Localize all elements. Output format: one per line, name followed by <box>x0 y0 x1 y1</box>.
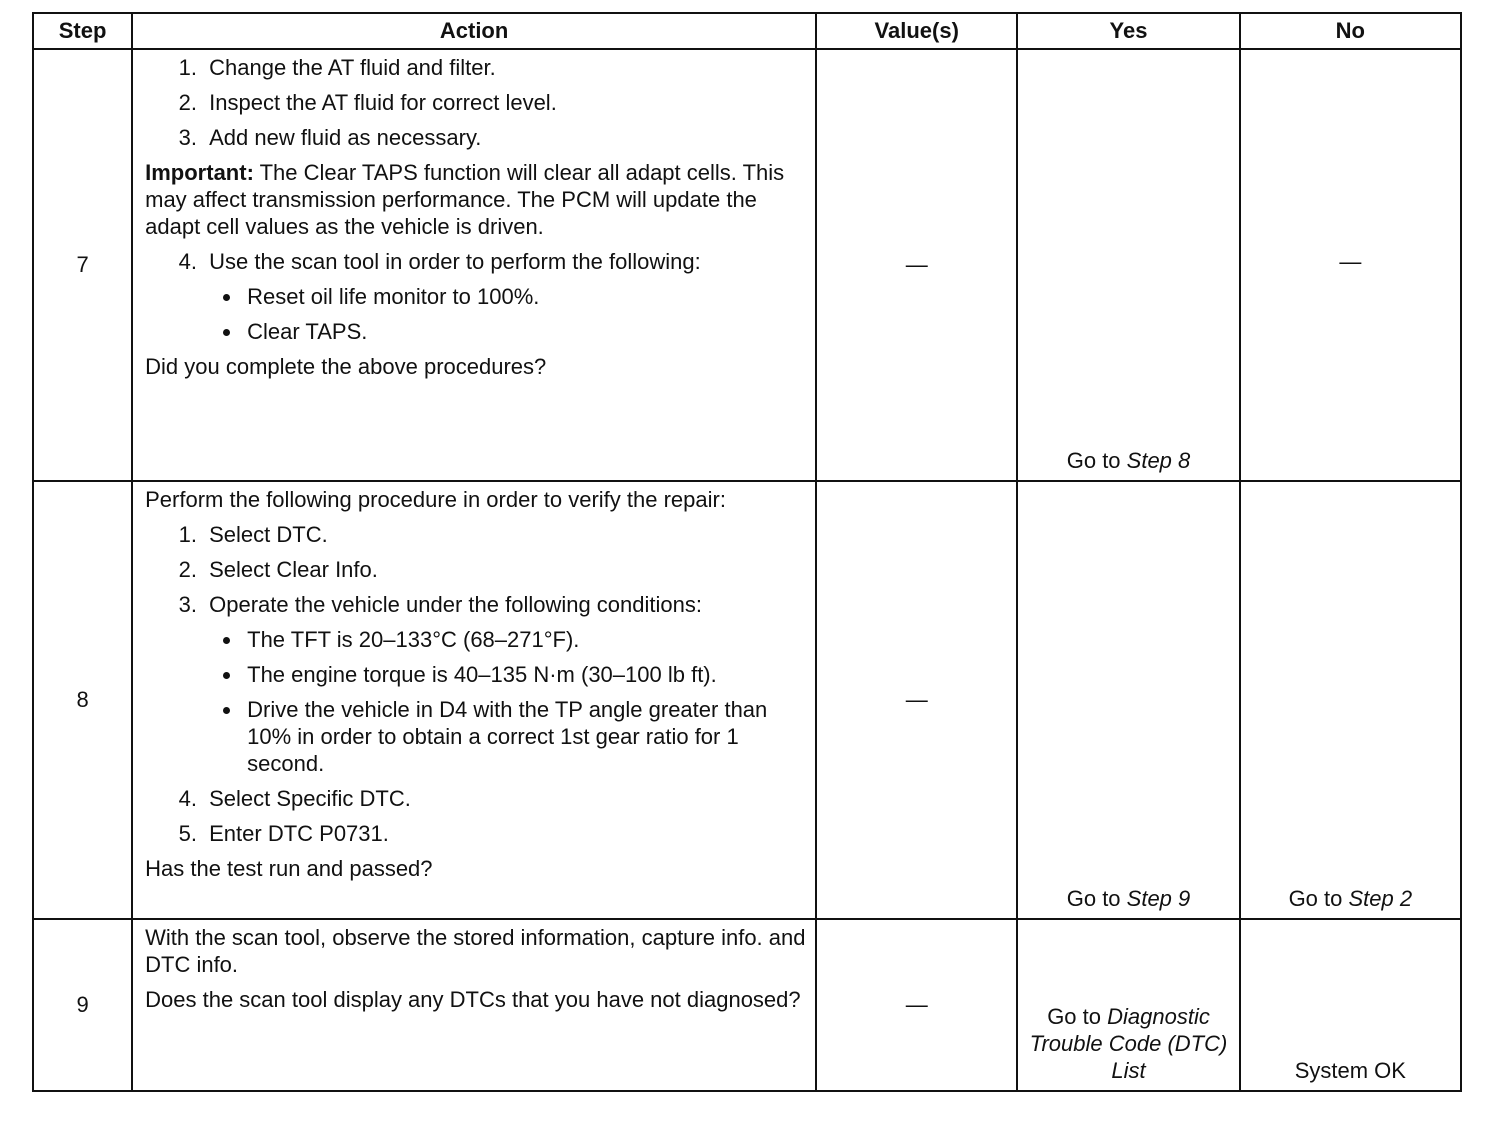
goto-step-link[interactable]: Step 8 <box>1126 448 1191 473</box>
list-item <box>203 591 807 777</box>
list-item: 5. Enter DTC P0731. <box>203 820 807 847</box>
bullet-list <box>209 626 807 777</box>
bullet-item: • Clear TAPS. <box>243 318 807 345</box>
list-item: 1. Select DTC. <box>203 521 807 548</box>
value-cell: — <box>816 481 1017 919</box>
bullet-item: • Drive the vehicle in D4 with the TP angle greater than 10% in order to obtain a correct 1st gear ratio for 1 second. <box>243 696 807 777</box>
table-row-step-8 <box>33 481 1461 919</box>
procedure-list <box>145 54 807 151</box>
header-step: Step <box>33 13 132 49</box>
goto-step-link[interactable]: Step 9 <box>1126 886 1191 911</box>
list-item-text: Operate the vehicle under the following conditions: <box>209 592 702 617</box>
bullet-item: • The engine torque is 40–135 N·m (30–100 lb ft). <box>243 661 807 688</box>
goto-prefix: Go to <box>1066 448 1127 473</box>
no-cell <box>1240 481 1461 919</box>
question-text: Did you complete the above procedures? <box>145 354 547 379</box>
procedure-list <box>145 521 807 847</box>
yes-cell <box>1017 919 1239 1091</box>
procedure-list <box>145 248 807 345</box>
important-label: Important: <box>145 160 254 185</box>
header-action: Action <box>132 13 816 49</box>
list-item <box>203 248 807 345</box>
table-row-step-7 <box>33 49 1461 481</box>
important-note <box>145 159 807 240</box>
header-no: No <box>1240 13 1461 49</box>
header-row <box>33 13 1461 49</box>
step-number: 7 <box>33 49 132 481</box>
no-cell: — <box>1240 49 1461 481</box>
value-cell: — <box>816 49 1017 481</box>
intro-text: Perform the following procedure in order to verify the repair: <box>145 487 726 512</box>
question-text: Has the test run and passed? <box>145 856 433 881</box>
diagnostic-table <box>32 12 1462 1092</box>
list-item-text: Use the scan tool in order to perform the following: <box>209 249 701 274</box>
bullet-list <box>209 283 807 345</box>
action-text: With the scan tool, observe the stored information, capture info. and DTC info. <box>145 925 806 977</box>
bullet-item: • The TFT is 20–133°C (68–271°F). <box>243 626 807 653</box>
important-text: The Clear TAPS function will clear all adapt cells. This may affect transmission performance. The PCM will update the adapt cell values as the vehicle is driven. <box>145 160 785 239</box>
goto-prefix: Go to <box>1066 886 1127 911</box>
action-cell <box>132 481 816 919</box>
list-item: 2. Inspect the AT fluid for correct level. <box>203 89 807 116</box>
header-yes: Yes <box>1017 13 1239 49</box>
bullet-item: • Reset oil life monitor to 100%. <box>243 283 807 310</box>
step-number: 8 <box>33 481 132 919</box>
goto-prefix: Go to <box>1047 1004 1108 1029</box>
list-item: 2. Select Clear Info. <box>203 556 807 583</box>
no-cell: System OK <box>1240 919 1461 1091</box>
header-values: Value(s) <box>816 13 1017 49</box>
yes-cell <box>1017 49 1239 481</box>
step-number: 9 <box>33 919 132 1091</box>
action-cell <box>132 49 816 481</box>
yes-cell <box>1017 481 1239 919</box>
table-row-step-9 <box>33 919 1461 1091</box>
goto-dtc-list-link[interactable]: Diagnostic Trouble Code (DTC) List <box>1029 1004 1228 1083</box>
goto-prefix: Go to <box>1288 886 1349 911</box>
list-item: 3. Add new fluid as necessary. <box>203 124 807 151</box>
action-cell <box>132 919 816 1091</box>
list-item: 4. Select Specific DTC. <box>203 785 807 812</box>
value-cell: — <box>816 919 1017 1091</box>
goto-step-link[interactable]: Step 2 <box>1348 886 1413 911</box>
list-item: 1. Change the AT fluid and filter. <box>203 54 807 81</box>
question-text: Does the scan tool display any DTCs that you have not diagnosed? <box>145 987 801 1012</box>
